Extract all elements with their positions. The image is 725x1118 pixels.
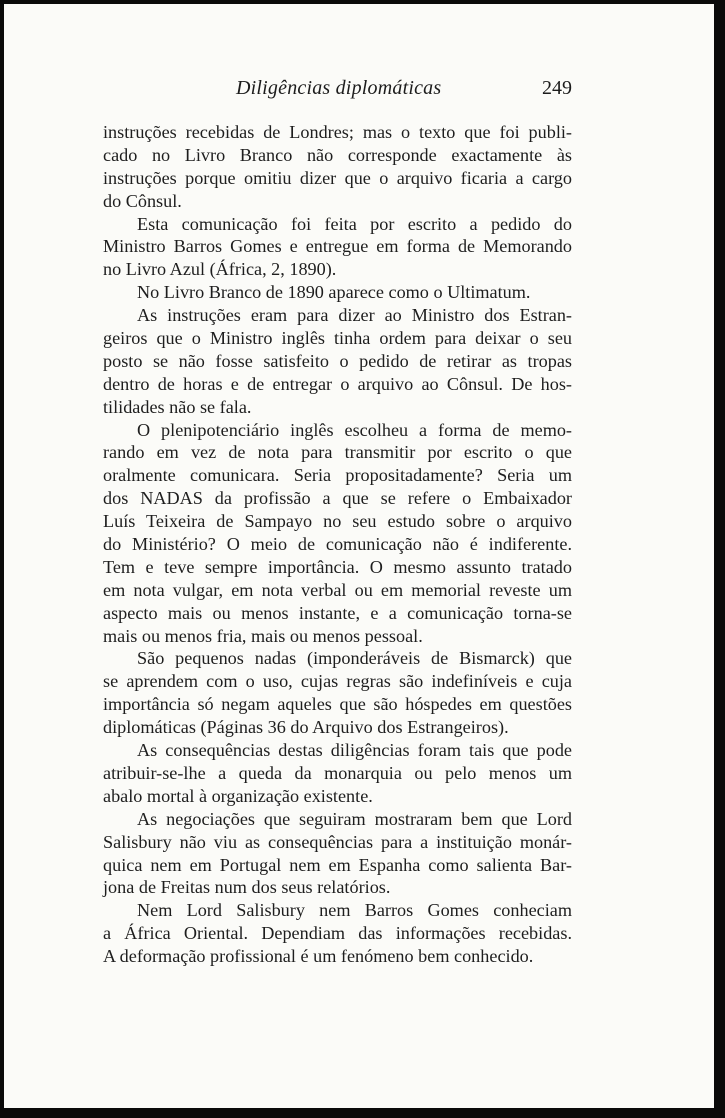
paragraph xyxy=(103,899,572,968)
text-line: Luís Teixeira de Sampayo no seu estudo sobre o arquivo xyxy=(103,511,572,532)
paragraph xyxy=(103,739,572,808)
text-line: No Livro Branco de 1890 aparece como o Ultimatum. xyxy=(137,282,531,303)
text-line: As instruções eram para dizer ao Ministro dos Estran- xyxy=(137,305,572,326)
text-line: diplomáticas (Páginas 36 do Arquivo dos Estrangeiros). xyxy=(103,717,509,738)
page-header xyxy=(4,73,714,107)
text-line: rando em vez de nota para transmitir por escrito o que xyxy=(103,442,572,463)
text-line: Tem e teve sempre importância. O mesmo assunto tratado xyxy=(103,556,572,577)
text-line: Salisbury não viu as consequências para a instituição monár- xyxy=(103,831,572,852)
paragraph xyxy=(103,304,572,418)
text-line: em nota vulgar, em nota verbal ou em memorial reveste um xyxy=(103,579,572,600)
text-line: Nem Lord Salisbury nem Barros Gomes conheciam xyxy=(137,900,572,921)
text-line: a África Oriental. Dependiam das informações recebidas. xyxy=(103,923,572,944)
text-line: As consequências destas diligências foram tais que pode xyxy=(137,740,572,761)
text-line: do Cônsul. xyxy=(103,190,182,211)
text-line: importância só negam aqueles que são hóspedes em questões xyxy=(103,694,572,715)
paragraph xyxy=(103,419,572,648)
text-line: jona de Freitas num dos seus relatórios. xyxy=(103,877,391,898)
text-line: abalo mortal à organização existente. xyxy=(103,785,373,806)
text-line: tilidades não se fala. xyxy=(103,396,252,417)
book-page xyxy=(4,4,714,1108)
text-line: A deformação profissional é um fenómeno bem conhecido. xyxy=(103,946,534,967)
text-line: no Livro Azul (África, 2, 1890). xyxy=(103,259,337,280)
paragraph xyxy=(103,213,572,282)
page-number: 249 xyxy=(542,77,572,99)
text-line: se aprendem com o uso, cujas regras são indefiníveis e cuja xyxy=(103,671,572,692)
text-line: do Ministério? O meio de comunicação não é indiferente. xyxy=(103,534,572,555)
text-line: dos NADAS da profissão a que se refere o Embaixador xyxy=(103,488,572,509)
text-line: O plenipotenciário inglês escolheu a forma de memo- xyxy=(137,419,572,440)
text-line: São pequenos nadas (imponderáveis de Bismarck) que xyxy=(137,648,572,669)
paragraph xyxy=(103,808,572,900)
text-line: atribuir-se-lhe a queda da monarquia ou pelo menos um xyxy=(103,762,572,783)
paragraph xyxy=(103,647,572,739)
text-line: instruções recebidas de Londres; mas o texto que foi publi- xyxy=(103,122,572,142)
text-line: posto se não fosse satisfeito o pedido de retirar as tropas xyxy=(103,350,572,371)
text-line: instruções porque omitiu dizer que o arquivo ficaria a cargo xyxy=(103,167,572,188)
text-line: quica nem em Portugal nem em Espanha como salienta Bar- xyxy=(103,854,572,875)
text-line: geiros que o Ministro inglês tinha ordem para deixar o seu xyxy=(103,328,572,349)
text-line: aspecto mais ou menos instante, e a comunicação torna-se xyxy=(103,602,572,623)
text-line: As negociações que seguiram mostraram bem que Lord xyxy=(137,808,572,829)
text-line: cado no Livro Branco não corresponde exactamente às xyxy=(103,144,572,165)
text-line: Ministro Barros Gomes e entregue em forma de Memorando xyxy=(103,236,572,257)
body-text xyxy=(103,121,572,968)
paragraph xyxy=(103,281,572,304)
running-title: Diligências diplomáticas xyxy=(236,77,442,99)
text-line: mais ou menos fria, mais ou menos pessoal. xyxy=(103,625,423,646)
text-line: dentro de horas e de entregar o arquivo ao Cônsul. De hos- xyxy=(103,373,572,394)
text-line: oralmente comunicara. Seria propositadamente? Seria um xyxy=(103,465,572,486)
paragraph xyxy=(103,121,572,213)
text-line: Esta comunicação foi feita por escrito a pedido do xyxy=(137,213,572,234)
